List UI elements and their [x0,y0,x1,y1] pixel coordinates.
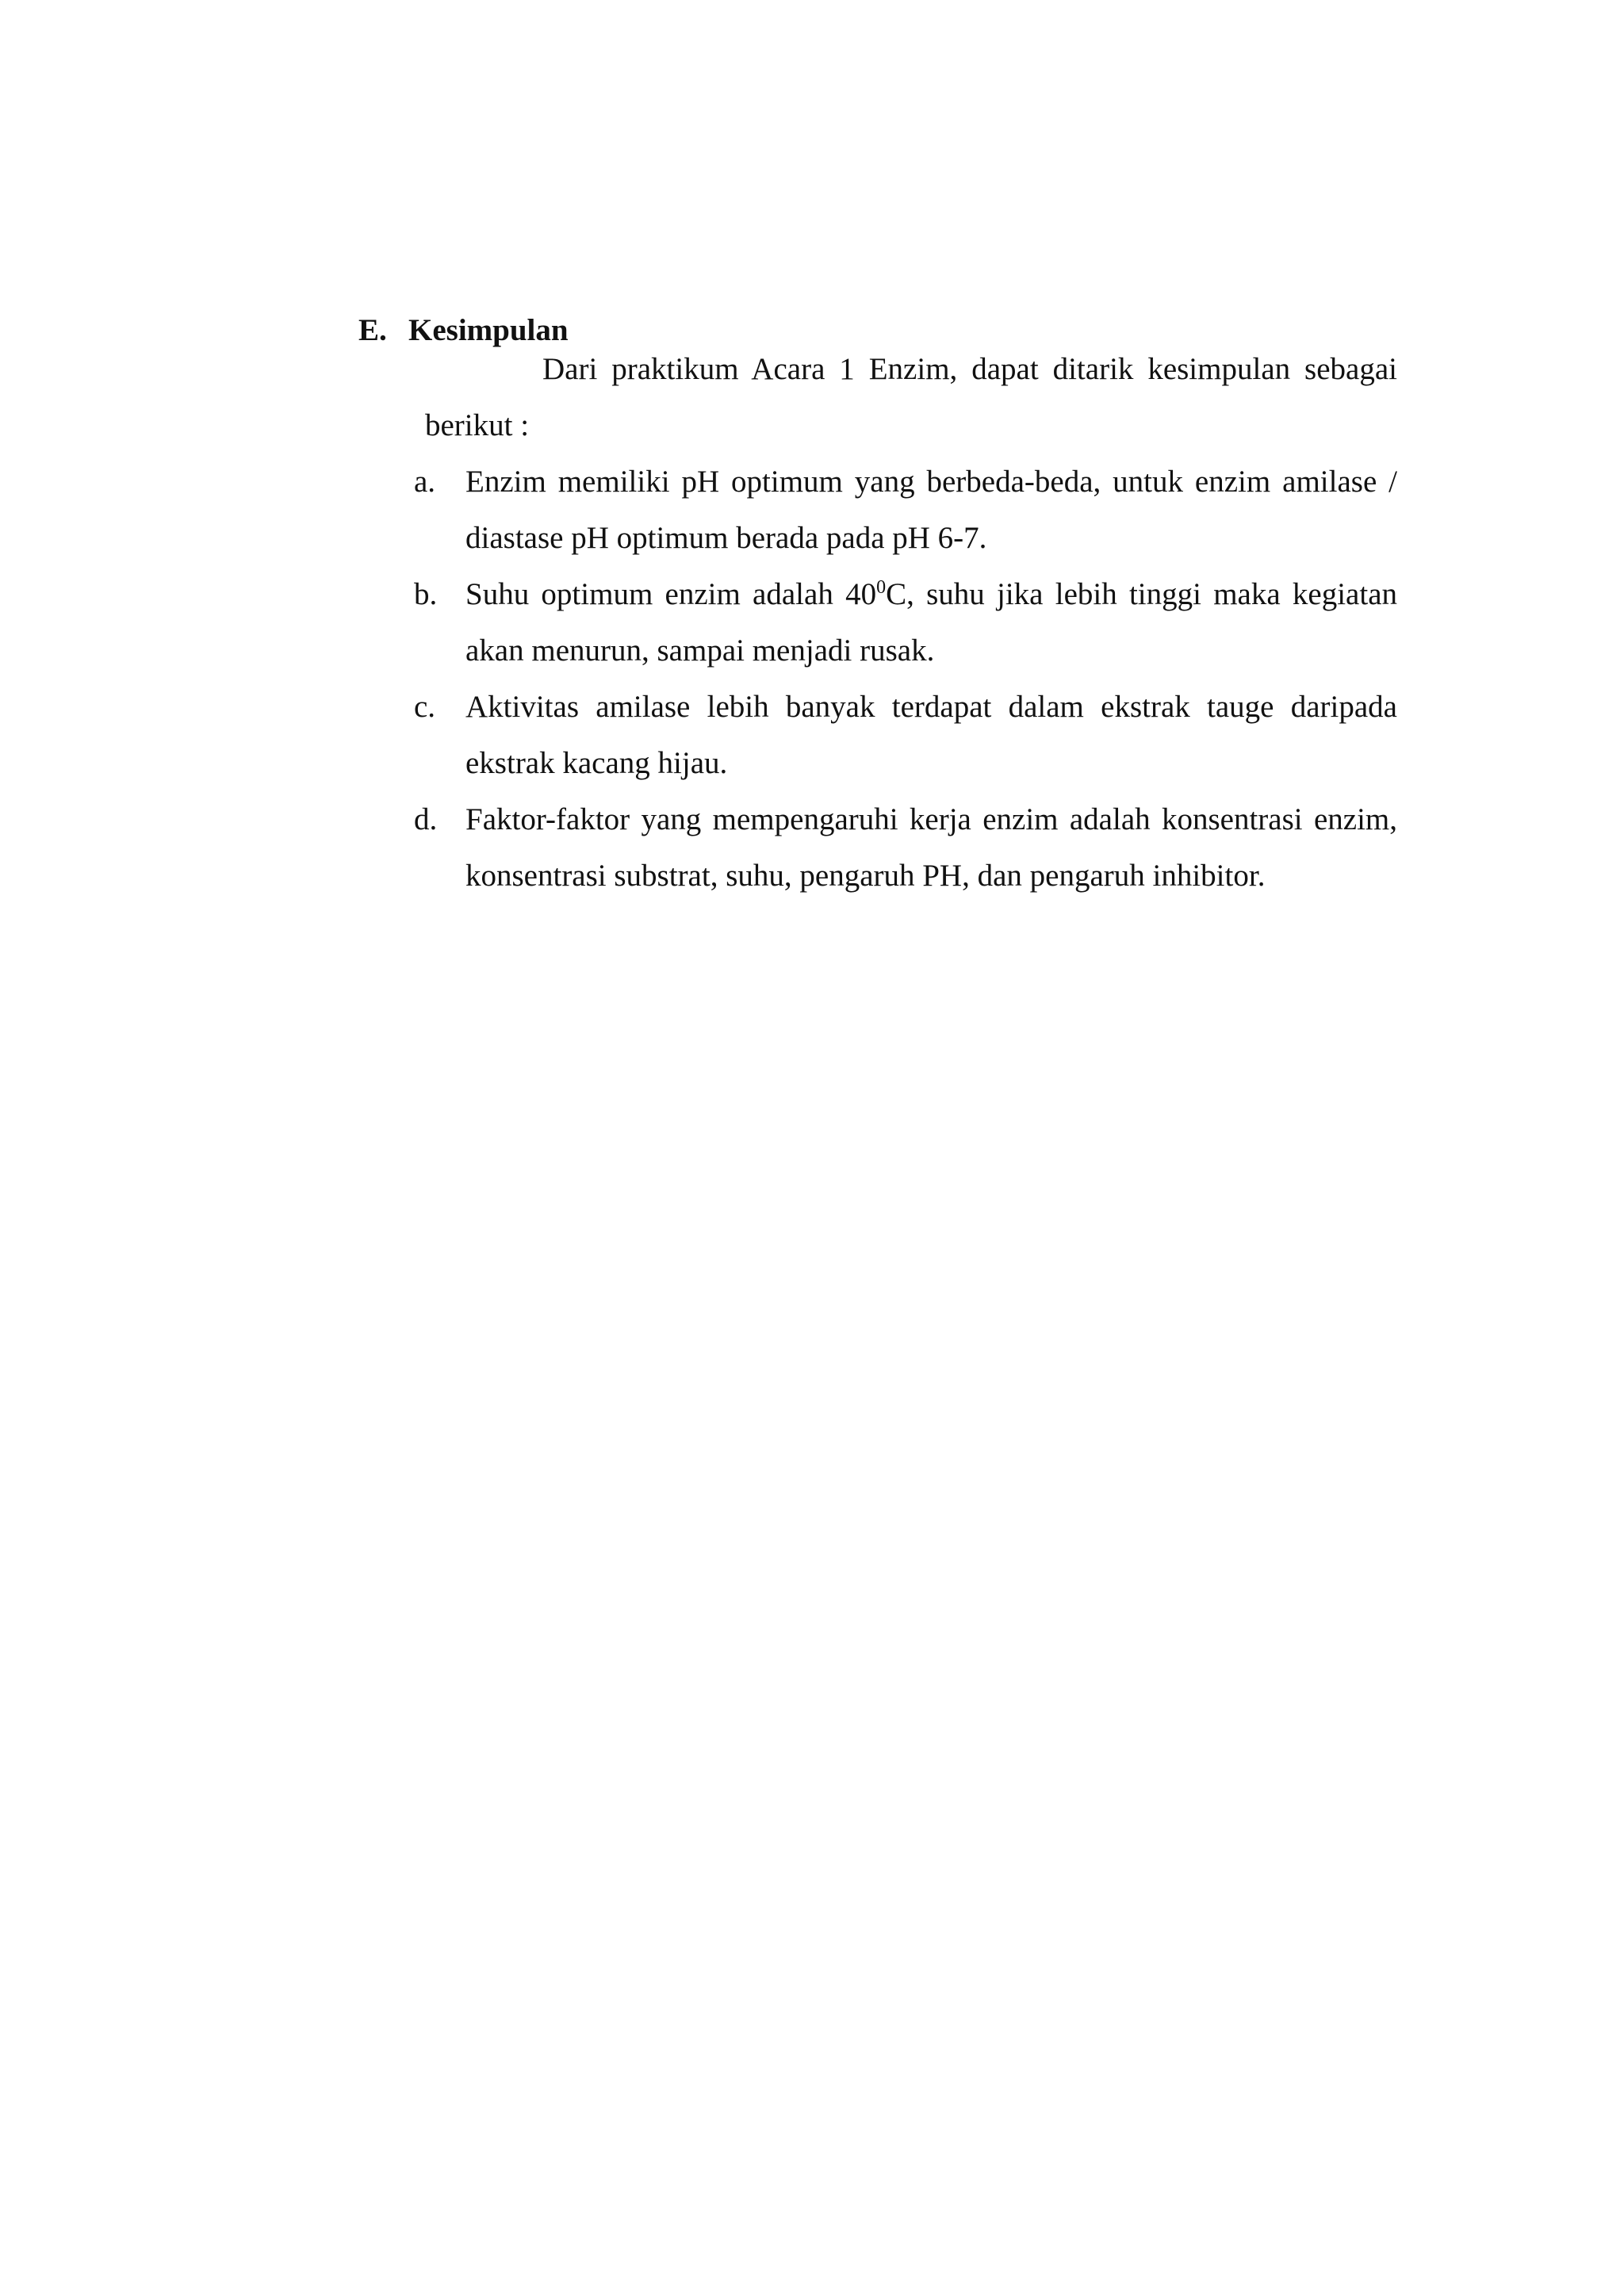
section-title: Kesimpulan [408,313,569,347]
list-marker: b. [414,577,438,611]
conclusion-list [414,453,1397,904]
list-item-text-before: Suhu optimum enzim adalah 40 [465,577,877,611]
list-item [414,679,1397,791]
list-marker: a. [414,465,436,499]
list-item [414,566,1397,679]
section-letter: E. [358,313,387,347]
list-item-text: Faktor-faktor yang mempengaruhi kerja enzim adalah konsentrasi enzim, konsentrasi substrat, suhu, pengaruh PH, dan pengaruh inhibitor. [465,802,1397,893]
list-item-text: Aktivitas amilase lebih banyak terdapat dalam ekstrak tauge daripada ekstrak kacang hijau. [465,690,1397,780]
conclusion-section [358,308,1397,904]
list-item-text [465,577,1397,668]
list-item-text: Enzim memiliki pH optimum yang berbeda-beda, untuk enzim amilase / diastase pH optimum berada pada pH 6-7. [465,465,1397,555]
list-marker: c. [414,690,436,724]
list-marker: d. [414,802,438,836]
list-item [414,791,1397,904]
list-item [414,453,1397,566]
intro-paragraph: Dari praktikum Acara 1 Enzim, dapat ditarik kesimpulan sebagai berikut : [425,352,1397,442]
degree-superscript: 0 [876,577,887,598]
list-item-text-after: C, suhu jika lebih tinggi maka kegiatan akan menurun, sampai menjadi rusak. [465,577,1398,668]
